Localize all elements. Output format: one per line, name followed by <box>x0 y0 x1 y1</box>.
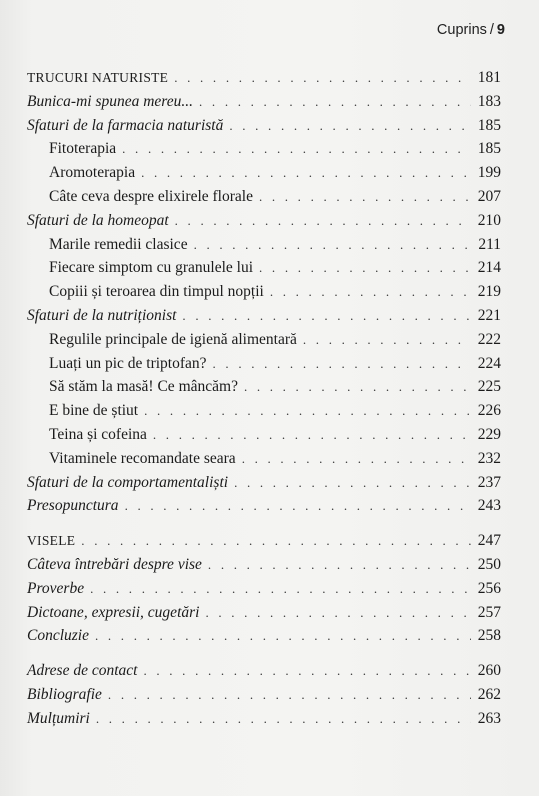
toc-entry-page: 222 <box>477 330 501 348</box>
toc-entry <box>27 280 501 304</box>
dot-leader <box>182 304 471 328</box>
block-gap <box>27 518 501 529</box>
toc-entry <box>27 114 501 138</box>
dot-leader <box>242 447 471 471</box>
toc-entry-page: 221 <box>477 306 501 324</box>
toc-entry-page: 262 <box>477 685 501 703</box>
toc-entry <box>27 209 501 233</box>
table-of-contents <box>27 66 501 731</box>
toc-entry-title: Regulile principale de igienă alimentară <box>49 330 297 348</box>
toc-entry-page: 183 <box>477 92 501 110</box>
toc-entry <box>27 304 501 328</box>
dot-leader <box>141 161 471 185</box>
dot-leader <box>108 683 471 707</box>
dot-leader <box>95 624 471 648</box>
toc-entry <box>27 423 501 447</box>
dot-leader <box>259 256 471 280</box>
toc-entry-title: TRUCURI NATURISTE <box>27 70 169 85</box>
dot-leader <box>234 471 471 495</box>
toc-block-trucuri-naturiste <box>27 66 501 518</box>
toc-entry-title: Sfaturi de la farmacia naturistă <box>27 116 224 134</box>
dot-leader <box>213 352 471 376</box>
toc-entry-page: 260 <box>477 662 501 680</box>
toc-entry <box>27 328 501 352</box>
toc-entry-page: 210 <box>477 211 501 229</box>
toc-entry-title: Presopunctura <box>27 497 119 515</box>
toc-entry <box>27 447 501 471</box>
toc-entry-page: 199 <box>477 164 501 182</box>
dot-leader <box>194 233 471 257</box>
toc-entry-page: 214 <box>477 259 501 277</box>
toc-entry <box>27 256 501 280</box>
dot-leader <box>244 375 471 399</box>
toc-entry-page: 185 <box>477 116 501 134</box>
dot-leader <box>208 553 471 577</box>
toc-entry-title: Copiii și teroarea din timpul nopții <box>49 283 264 301</box>
dot-leader <box>153 423 471 447</box>
toc-entry <box>27 577 501 601</box>
dot-leader <box>174 66 471 90</box>
dot-leader <box>96 707 471 731</box>
toc-entry <box>27 624 501 648</box>
toc-entry-title: Luați un pic de triptofan? <box>49 354 207 372</box>
toc-entry-title: Proverbe <box>27 579 85 597</box>
toc-entry-page: 219 <box>477 283 501 301</box>
dot-leader <box>270 280 471 304</box>
header-page-number: 9 <box>496 22 505 38</box>
toc-entry-page: 263 <box>477 709 501 727</box>
toc-entry-page: 211 <box>478 235 501 253</box>
toc-entry-page: 225 <box>477 378 501 396</box>
toc-entry-title: Sfaturi de la comportamentaliști <box>27 473 229 491</box>
toc-entry-title: Sfaturi de la homeopat <box>27 211 169 229</box>
dot-leader <box>144 399 471 423</box>
toc-entry <box>27 529 501 553</box>
header-section-title: Cuprins <box>436 22 487 38</box>
toc-entry-page: 224 <box>477 354 501 372</box>
toc-entry-page: 181 <box>477 69 501 86</box>
toc-entry <box>27 683 501 707</box>
toc-entry-page: 247 <box>477 532 501 550</box>
block-gap <box>27 648 501 659</box>
dot-leader <box>229 114 471 138</box>
dot-leader <box>199 90 471 114</box>
toc-entry-page: 256 <box>477 579 501 597</box>
toc-entry-page: 226 <box>477 402 501 420</box>
toc-entry-title: Adrese de contact <box>27 662 138 680</box>
toc-entry <box>27 471 501 495</box>
toc-entry-title: Câte ceva despre elixirele florale <box>49 187 253 205</box>
toc-entry-page: 250 <box>477 555 501 573</box>
toc-entry-page: 243 <box>477 497 501 515</box>
dot-leader <box>122 137 471 161</box>
toc-entry-page: 232 <box>477 449 501 467</box>
toc-entry-title: Mulțumiri <box>27 709 90 727</box>
dot-leader <box>259 185 471 209</box>
toc-entry-page: 185 <box>477 140 501 158</box>
dot-leader <box>143 659 471 683</box>
dot-leader <box>205 601 471 625</box>
toc-entry-title: Sfaturi de la nutriționist <box>27 306 177 324</box>
toc-entry-title: Vitaminele recomandate seara <box>49 449 236 467</box>
toc-entry <box>27 352 501 376</box>
toc-entry <box>27 161 501 185</box>
dot-leader <box>125 494 471 518</box>
toc-entry-title: Fitoterapia <box>49 140 117 158</box>
toc-entry <box>27 494 501 518</box>
dot-leader <box>303 328 471 352</box>
toc-entry <box>27 707 501 731</box>
toc-entry-title: VISELE <box>27 533 76 549</box>
toc-entry <box>27 137 501 161</box>
toc-entry-title: Aromoterapia <box>49 164 136 182</box>
toc-entry <box>27 375 501 399</box>
toc-entry-title: Concluzie <box>27 627 89 645</box>
toc-entry-title: Dictoane, expresii, cugetări <box>27 603 200 621</box>
toc-entry-title: Bunica-mi spunea mereu... <box>27 92 194 110</box>
header-separator: / <box>489 22 494 38</box>
running-header <box>437 22 505 38</box>
toc-entry-title: Bibliografie <box>27 685 102 703</box>
toc-entry <box>27 601 501 625</box>
toc-entry <box>27 66 501 90</box>
toc-entry <box>27 659 501 683</box>
toc-entry-page: 229 <box>477 425 501 443</box>
toc-entry <box>27 185 501 209</box>
dot-leader <box>175 209 471 233</box>
toc-entry <box>27 90 501 114</box>
toc-entry-title: Fiecare simptom cu granulele lui <box>49 259 254 277</box>
toc-entry-title: Câteva întrebări despre vise <box>27 555 202 573</box>
toc-entry <box>27 399 501 423</box>
toc-block-appendix <box>27 659 501 730</box>
toc-entry-page: 258 <box>477 627 501 645</box>
toc-entry-title: Teina și cofeina <box>49 425 147 443</box>
toc-entry-page: 257 <box>477 603 501 621</box>
toc-entry-page: 207 <box>477 187 501 205</box>
dot-leader <box>90 577 471 601</box>
toc-entry <box>27 233 501 257</box>
toc-entry-title: E bine de știut <box>49 402 139 420</box>
toc-entry <box>27 553 501 577</box>
dot-leader <box>81 529 471 553</box>
toc-entry-page: 237 <box>477 473 501 491</box>
toc-entry-title: Marile remedii clasice <box>49 235 188 253</box>
toc-block-visele <box>27 529 501 648</box>
toc-entry-title: Să stăm la masă! Ce mâncăm? <box>49 378 238 396</box>
